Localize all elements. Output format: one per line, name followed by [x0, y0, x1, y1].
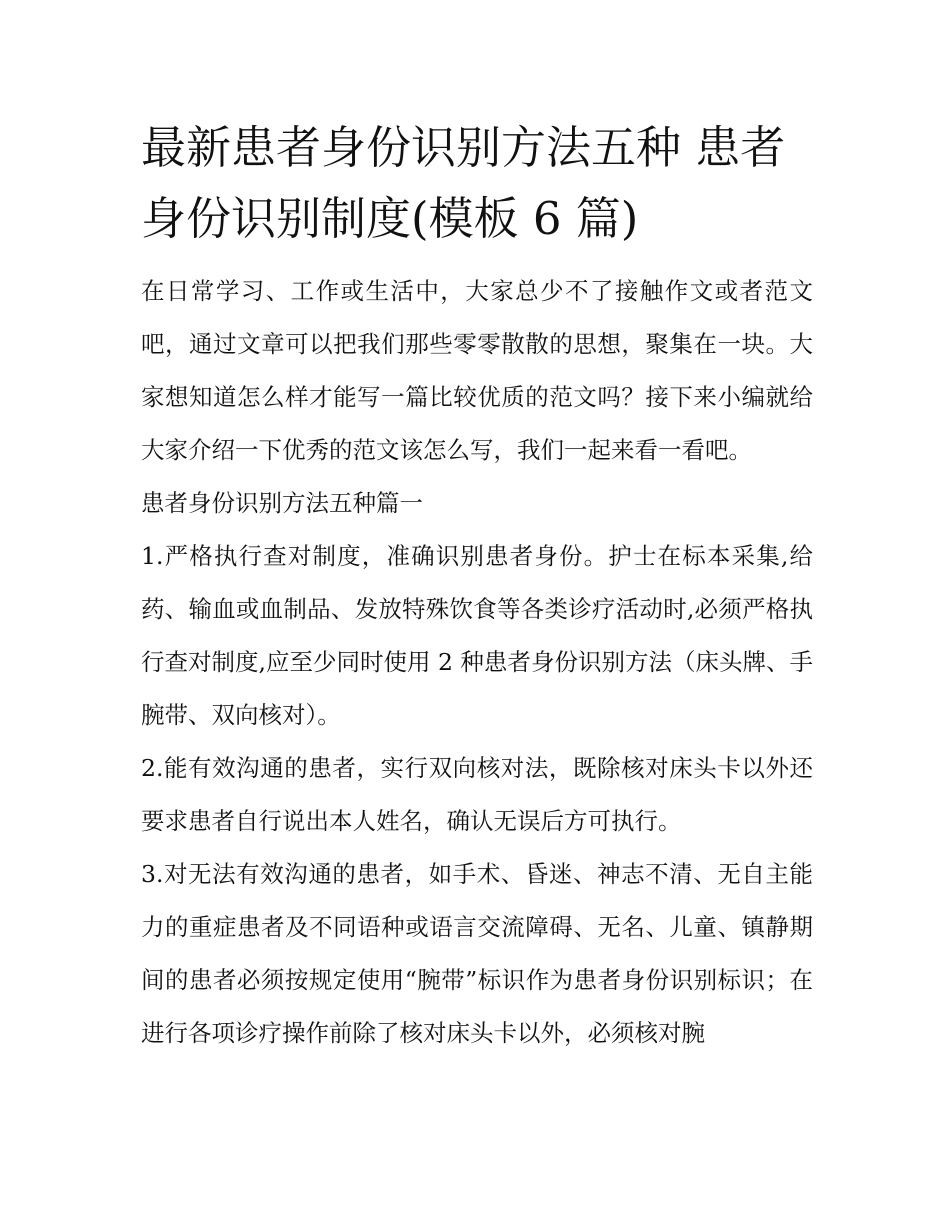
list-item-2: 2.能有效沟通的患者，实行双向核对法，既除核对床头卡以外还要求患者自行说出本人姓名，确认无误后方可执行。 — [141, 754, 813, 835]
section-heading: 患者身份识别方法五种篇一 — [141, 489, 423, 517]
title-spacer — [141, 254, 813, 265]
document-title: 最新患者身份识别方法五种 患者身份识别制度(模板 6 篇) — [141, 121, 786, 245]
document-body — [141, 112, 813, 1060]
list-item-3: 3.对无法有效沟通的患者，如手术、昏迷、神志不清、无自主能力的重症患者及不同语种或语言交流障碍、无名、儿童、镇静期间的患者必须按规定使用“腕带”标识作为患者身份识别标识；在进行各项诊疗操作前除了核对床头卡以外，必须核对腕 — [141, 860, 813, 1047]
intro-paragraph: 在日常学习、工作或生活中，大家总少不了接触作文或者范文吧，通过文章可以把我们那些零零散散的思想，聚集在一块。大家想知道怎么样才能写一篇比较优质的范文吗？接下来小编就给大家介绍一下优秀的范文该怎么写，我们一起来看一看吧。 — [141, 277, 813, 464]
list-item-1: 1.严格执行查对制度，准确识别患者身份。护士在标本采集,给药、输血或血制品、发放特殊饮食等各类诊疗活动时,必须严格执行查对制度,应至少同时使用 2 种患者身份识别方法（床头牌、手腕带、双向核对）。 — [141, 542, 813, 729]
